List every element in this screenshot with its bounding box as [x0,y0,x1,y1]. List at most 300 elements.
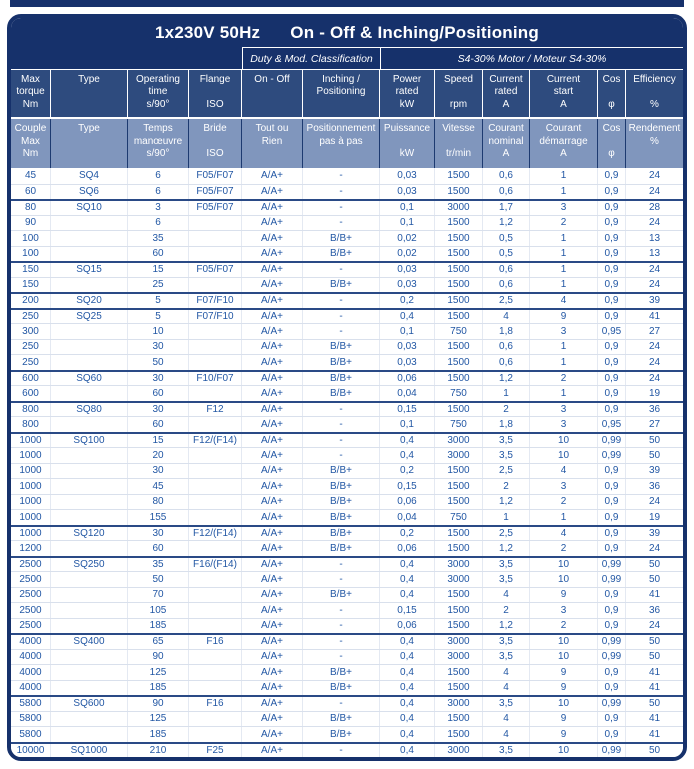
spec-table [7,14,687,761]
table-cell: 1 [530,185,598,200]
table-cell: 0,9 [598,310,626,324]
table-cell: SQ60 [51,372,128,386]
table-cell: - [303,263,380,277]
table-cell: 15 [128,434,189,448]
table-cell: 4 [530,294,598,308]
table-row [11,633,683,649]
table-cell: 50 [648,744,661,756]
table-cell: A/A+ [242,278,303,293]
table-cell [51,417,128,432]
table-cell: 50 [648,558,661,570]
table-cell: 1500 [435,403,483,417]
table-cell [51,541,128,556]
table-cell: 3,5 [483,744,530,758]
table-cell: SQ80 [51,403,128,417]
table-cell: 19 [648,387,661,399]
table-cell: 4 [483,665,530,680]
table-title [11,18,683,47]
table-cell [189,324,242,339]
table-cell: 0,4 [380,697,435,711]
table-cell: 6 [128,216,189,231]
table-cell: 50 [648,434,661,446]
previous-table-edge [10,0,684,7]
table-cell: 3000 [435,448,483,463]
table-cell: 36 [648,480,661,492]
table-cell [51,603,128,618]
table-cell: A/A+ [242,495,303,510]
table-cell: 3000 [435,697,483,711]
table-cell: 30 [128,527,189,541]
table-cell [189,727,242,742]
table-cell: 0,9 [598,541,626,556]
table-cell: 0,4 [380,650,435,665]
table-cell: 2 [530,372,598,386]
table-body [11,168,683,757]
table-cell: 24 [648,372,661,384]
table-cell: 36 [648,604,661,616]
table-cell [51,619,128,634]
table-cell: 0,9 [598,603,626,618]
table-row [11,447,683,463]
table-cell: B/B+ [303,681,380,696]
table-cell: 24 [648,186,661,198]
table-row [11,664,683,680]
column-header-en: Type [51,70,128,117]
table-cell: 30 [128,464,189,479]
table-cell [189,216,242,231]
table-cell: 5800 [11,697,51,711]
table-cell: A/A+ [242,294,303,308]
table-cell: - [303,201,380,215]
table-cell: SQ400 [51,635,128,649]
table-cell: 0,4 [380,681,435,696]
table-cell: 65 [128,635,189,649]
table-cell: 750 [435,417,483,432]
table-cell: 4 [530,527,598,541]
table-cell: 0,06 [380,541,435,556]
table-cell: 24 [648,341,661,353]
classification-spacer [11,47,242,69]
table-cell: 50 [648,449,661,461]
column-header-en: Efficiency % [626,70,683,117]
table-cell: 0,9 [598,294,626,308]
table-cell: 0,6 [483,355,530,370]
table-cell: A/A+ [242,558,303,572]
table-cell: - [303,168,380,184]
table-cell: 1 [530,355,598,370]
table-cell: 0,99 [598,434,626,448]
table-cell: F25 [189,744,242,758]
table-cell [189,588,242,603]
table-cell: A/A+ [242,372,303,386]
table-cell: B/B+ [303,479,380,494]
table-cell: 1500 [435,541,483,556]
table-cell: - [303,635,380,649]
table-cell: 24 [648,356,661,368]
table-cell: SQ100 [51,434,128,448]
table-cell: 125 [128,712,189,727]
table-cell: 1500 [435,168,483,184]
table-cell: 1,2 [483,619,530,634]
table-cell: 1,8 [483,417,530,432]
table-cell: SQ25 [51,310,128,324]
table-cell: 3,5 [483,558,530,572]
table-cell: B/B+ [303,372,380,386]
table-cell: 1 [483,510,530,525]
table-row [11,354,683,370]
table-cell: 13 [648,232,661,244]
table-cell: 1500 [435,588,483,603]
table-cell: A/A+ [242,681,303,696]
table-cell: 80 [11,201,51,215]
table-cell: 105 [128,603,189,618]
column-header-fr: Cos φ [598,119,626,168]
table-cell: 3 [128,201,189,215]
table-cell: A/A+ [242,324,303,339]
table-cell: 0,6 [483,263,530,277]
table-cell: 1 [530,386,598,401]
table-cell: 0,02 [380,247,435,262]
table-cell: 0,4 [380,558,435,572]
table-row [11,230,683,246]
table-cell: 0,9 [598,355,626,370]
column-header-en: Flange ISO [189,70,242,117]
table-cell: 0,9 [598,527,626,541]
table-cell: 1200 [11,541,51,556]
table-cell: A/A+ [242,572,303,587]
table-cell: 0,9 [598,201,626,215]
table-cell: B/B+ [303,541,380,556]
table-cell [189,448,242,463]
table-cell: 60 [128,417,189,432]
table-row [11,587,683,603]
table-cell: A/A+ [242,417,303,432]
table-cell: SQ10 [51,201,128,215]
column-header-fr: Courant nominal A [483,119,530,168]
table-cell: 0,03 [380,355,435,370]
table-cell: 0,03 [380,263,435,277]
table-cell: 0,99 [598,448,626,463]
column-header-en: Inching / Positioning [303,70,380,117]
table-cell: A/A+ [242,168,303,184]
table-cell: 0,03 [380,168,435,184]
table-cell: 800 [11,417,51,432]
table-cell: 0,4 [380,665,435,680]
table-row [11,292,683,308]
table-cell [189,278,242,293]
table-cell: 0,4 [380,448,435,463]
table-row [11,695,683,711]
table-cell: F16 [189,635,242,649]
table-cell: 0,1 [380,216,435,231]
table-cell: 2,5 [483,294,530,308]
column-header-en: Power rated kW [380,70,435,117]
table-cell: 0,9 [598,263,626,277]
table-cell [51,681,128,696]
table-cell: 3 [530,603,598,618]
table-cell: 1,2 [483,216,530,231]
table-cell: A/A+ [242,231,303,246]
table-cell: 4000 [11,681,51,696]
table-cell: 0,4 [380,712,435,727]
header-row-french [11,119,683,168]
table-row [11,339,683,355]
table-row [11,649,683,665]
table-cell: B/B+ [303,247,380,262]
column-header-en: Cos φ [598,70,626,117]
table-cell: 9 [530,665,598,680]
table-cell: SQ15 [51,263,128,277]
table-row [11,184,683,200]
table-cell: 1500 [435,355,483,370]
table-cell: F16/(F14) [189,558,242,572]
table-cell: 185 [128,619,189,634]
table-cell: 1,2 [483,495,530,510]
table-cell: 0,15 [380,479,435,494]
table-cell: 0,9 [598,340,626,355]
table-cell: F07/F10 [189,310,242,324]
table-cell: A/A+ [242,744,303,758]
title-mode: On - Off & Inching/Positioning [290,22,539,42]
table-cell: 0,99 [598,744,626,758]
column-header-fr: Rendement % [626,119,683,168]
table-cell: 0,9 [598,588,626,603]
table-cell: F12/(F14) [189,527,242,541]
table-cell: 0,03 [380,278,435,293]
table-cell: 19 [648,511,661,523]
table-row [11,509,683,525]
table-cell: - [303,558,380,572]
table-cell: 0,99 [598,697,626,711]
table-cell [51,588,128,603]
table-cell: 2,5 [483,527,530,541]
table-cell: B/B+ [303,278,380,293]
table-cell: 60 [11,185,51,200]
table-cell: 0,6 [483,278,530,293]
table-cell: 1500 [435,216,483,231]
table-cell: 24 [648,542,661,554]
table-cell: 45 [11,168,51,184]
table-cell: F10/F07 [189,372,242,386]
table-cell: F12 [189,403,242,417]
table-row [11,323,683,339]
table-cell: 0,6 [483,185,530,200]
table-cell: 24 [648,264,661,276]
table-cell: 6 [128,185,189,200]
table-cell: 0,9 [598,403,626,417]
table-cell: 10 [530,697,598,711]
table-cell: 60 [128,247,189,262]
table-cell: 24 [648,620,661,632]
table-cell: 1500 [435,727,483,742]
table-cell: 750 [435,386,483,401]
table-cell [189,681,242,696]
table-cell: A/A+ [242,541,303,556]
table-cell: 4 [483,681,530,696]
table-cell: 800 [11,403,51,417]
column-header-en: Current start A [530,70,598,117]
column-header-fr: Positionnement pas à pas [303,119,380,168]
table-row [11,525,683,541]
table-cell: 3,5 [483,448,530,463]
table-cell: 0,1 [380,324,435,339]
table-cell: 1 [530,278,598,293]
table-cell: A/A+ [242,386,303,401]
column-header-fr: Puissance kW [380,119,435,168]
table-cell: 1500 [435,278,483,293]
table-cell: 70 [128,588,189,603]
table-cell: B/B+ [303,355,380,370]
table-cell: 60 [128,541,189,556]
table-cell: 0,95 [598,324,626,339]
table-cell: 30 [128,340,189,355]
table-cell: 0,9 [598,510,626,525]
table-cell: A/A+ [242,185,303,200]
table-cell: - [303,744,380,758]
table-cell: 1 [530,340,598,355]
table-cell: 1000 [11,464,51,479]
duty-classification-banner: Duty & Mod. Classification [242,47,380,69]
table-cell: A/A+ [242,310,303,324]
table-cell: - [303,417,380,432]
table-cell: 210 [128,744,189,758]
table-cell: 30 [128,372,189,386]
table-cell: 1500 [435,340,483,355]
table-cell: 0,99 [598,635,626,649]
table-cell: 0,1 [380,201,435,215]
table-cell: SQ600 [51,697,128,711]
table-cell: 13 [648,248,661,260]
table-cell: F16 [189,697,242,711]
table-cell: 250 [11,340,51,355]
table-cell: 35 [128,558,189,572]
table-cell: 1000 [11,448,51,463]
table-cell: 2500 [11,588,51,603]
table-cell: 0,9 [598,479,626,494]
table-cell: B/B+ [303,712,380,727]
column-header-fr: Couple Max Nm [11,119,51,168]
table-cell: 90 [11,216,51,231]
table-cell: 5 [128,310,189,324]
table-cell: 10 [530,434,598,448]
column-header-fr: Tout ou Rien [242,119,303,168]
table-cell: 4000 [11,635,51,649]
table-cell: 3000 [435,650,483,665]
table-cell: 9 [530,588,598,603]
header-row-english [11,69,683,119]
table-cell: 0,6 [483,168,530,184]
table-cell: - [303,619,380,634]
table-cell: - [303,324,380,339]
table-cell: 3 [530,479,598,494]
table-cell: 2 [530,216,598,231]
table-cell: 750 [435,324,483,339]
table-cell: 0,9 [598,727,626,742]
table-cell: 0,9 [598,495,626,510]
table-cell: A/A+ [242,448,303,463]
table-cell: - [303,603,380,618]
table-cell: 0,99 [598,572,626,587]
table-cell: 0,4 [380,744,435,758]
table-cell: A/A+ [242,479,303,494]
table-cell: 600 [11,386,51,401]
table-cell: 1500 [435,712,483,727]
table-cell: F07/F10 [189,294,242,308]
table-row [11,494,683,510]
column-header-fr: Temps manœuvre s/90° [128,119,189,168]
table-cell: 3000 [435,201,483,215]
table-cell: 300 [11,324,51,339]
table-cell: 0,5 [483,231,530,246]
table-cell: 1000 [11,434,51,448]
table-cell: 2500 [11,572,51,587]
table-cell: 0,03 [380,185,435,200]
table-cell: 0,9 [598,386,626,401]
table-row [11,742,683,758]
table-cell: 0,9 [598,681,626,696]
table-cell: 9 [530,681,598,696]
table-cell: SQ20 [51,294,128,308]
table-cell: 750 [435,510,483,525]
table-cell: - [303,448,380,463]
table-cell: 3,5 [483,635,530,649]
table-cell: 3,5 [483,434,530,448]
table-cell [51,495,128,510]
table-row [11,261,683,277]
table-cell: 1500 [435,479,483,494]
table-cell: A/A+ [242,712,303,727]
table-cell: 0,9 [598,464,626,479]
table-cell [51,324,128,339]
table-cell: 10000 [11,744,51,758]
table-cell: 50 [128,572,189,587]
table-cell [51,386,128,401]
table-cell [189,541,242,556]
table-cell: 185 [128,681,189,696]
column-header-fr: Vitesse tr/min [435,119,483,168]
table-cell: 2500 [11,603,51,618]
table-cell: F05/F07 [189,201,242,215]
table-cell: 3 [530,324,598,339]
table-cell: 125 [128,665,189,680]
table-cell: 3000 [435,434,483,448]
table-cell: 39 [648,465,661,477]
table-cell: B/B+ [303,727,380,742]
table-cell: 1500 [435,294,483,308]
table-cell: SQ6 [51,185,128,200]
table-cell [189,495,242,510]
table-cell: 1,2 [483,541,530,556]
table-cell: 3,5 [483,697,530,711]
table-cell [51,510,128,525]
table-cell: 0,4 [380,310,435,324]
table-cell: 39 [648,527,661,539]
table-cell: SQ4 [51,168,128,184]
table-row [11,199,683,215]
table-row [11,571,683,587]
table-cell: 5800 [11,712,51,727]
table-cell: 1000 [11,495,51,510]
table-cell: 0,4 [380,727,435,742]
table-cell: 0,9 [598,168,626,184]
column-header-fr: Type [51,119,128,168]
table-cell: SQ250 [51,558,128,572]
table-cell: B/B+ [303,340,380,355]
table-cell: A/A+ [242,403,303,417]
table-cell: A/A+ [242,619,303,634]
table-cell: 24 [648,279,661,291]
table-row [11,308,683,324]
